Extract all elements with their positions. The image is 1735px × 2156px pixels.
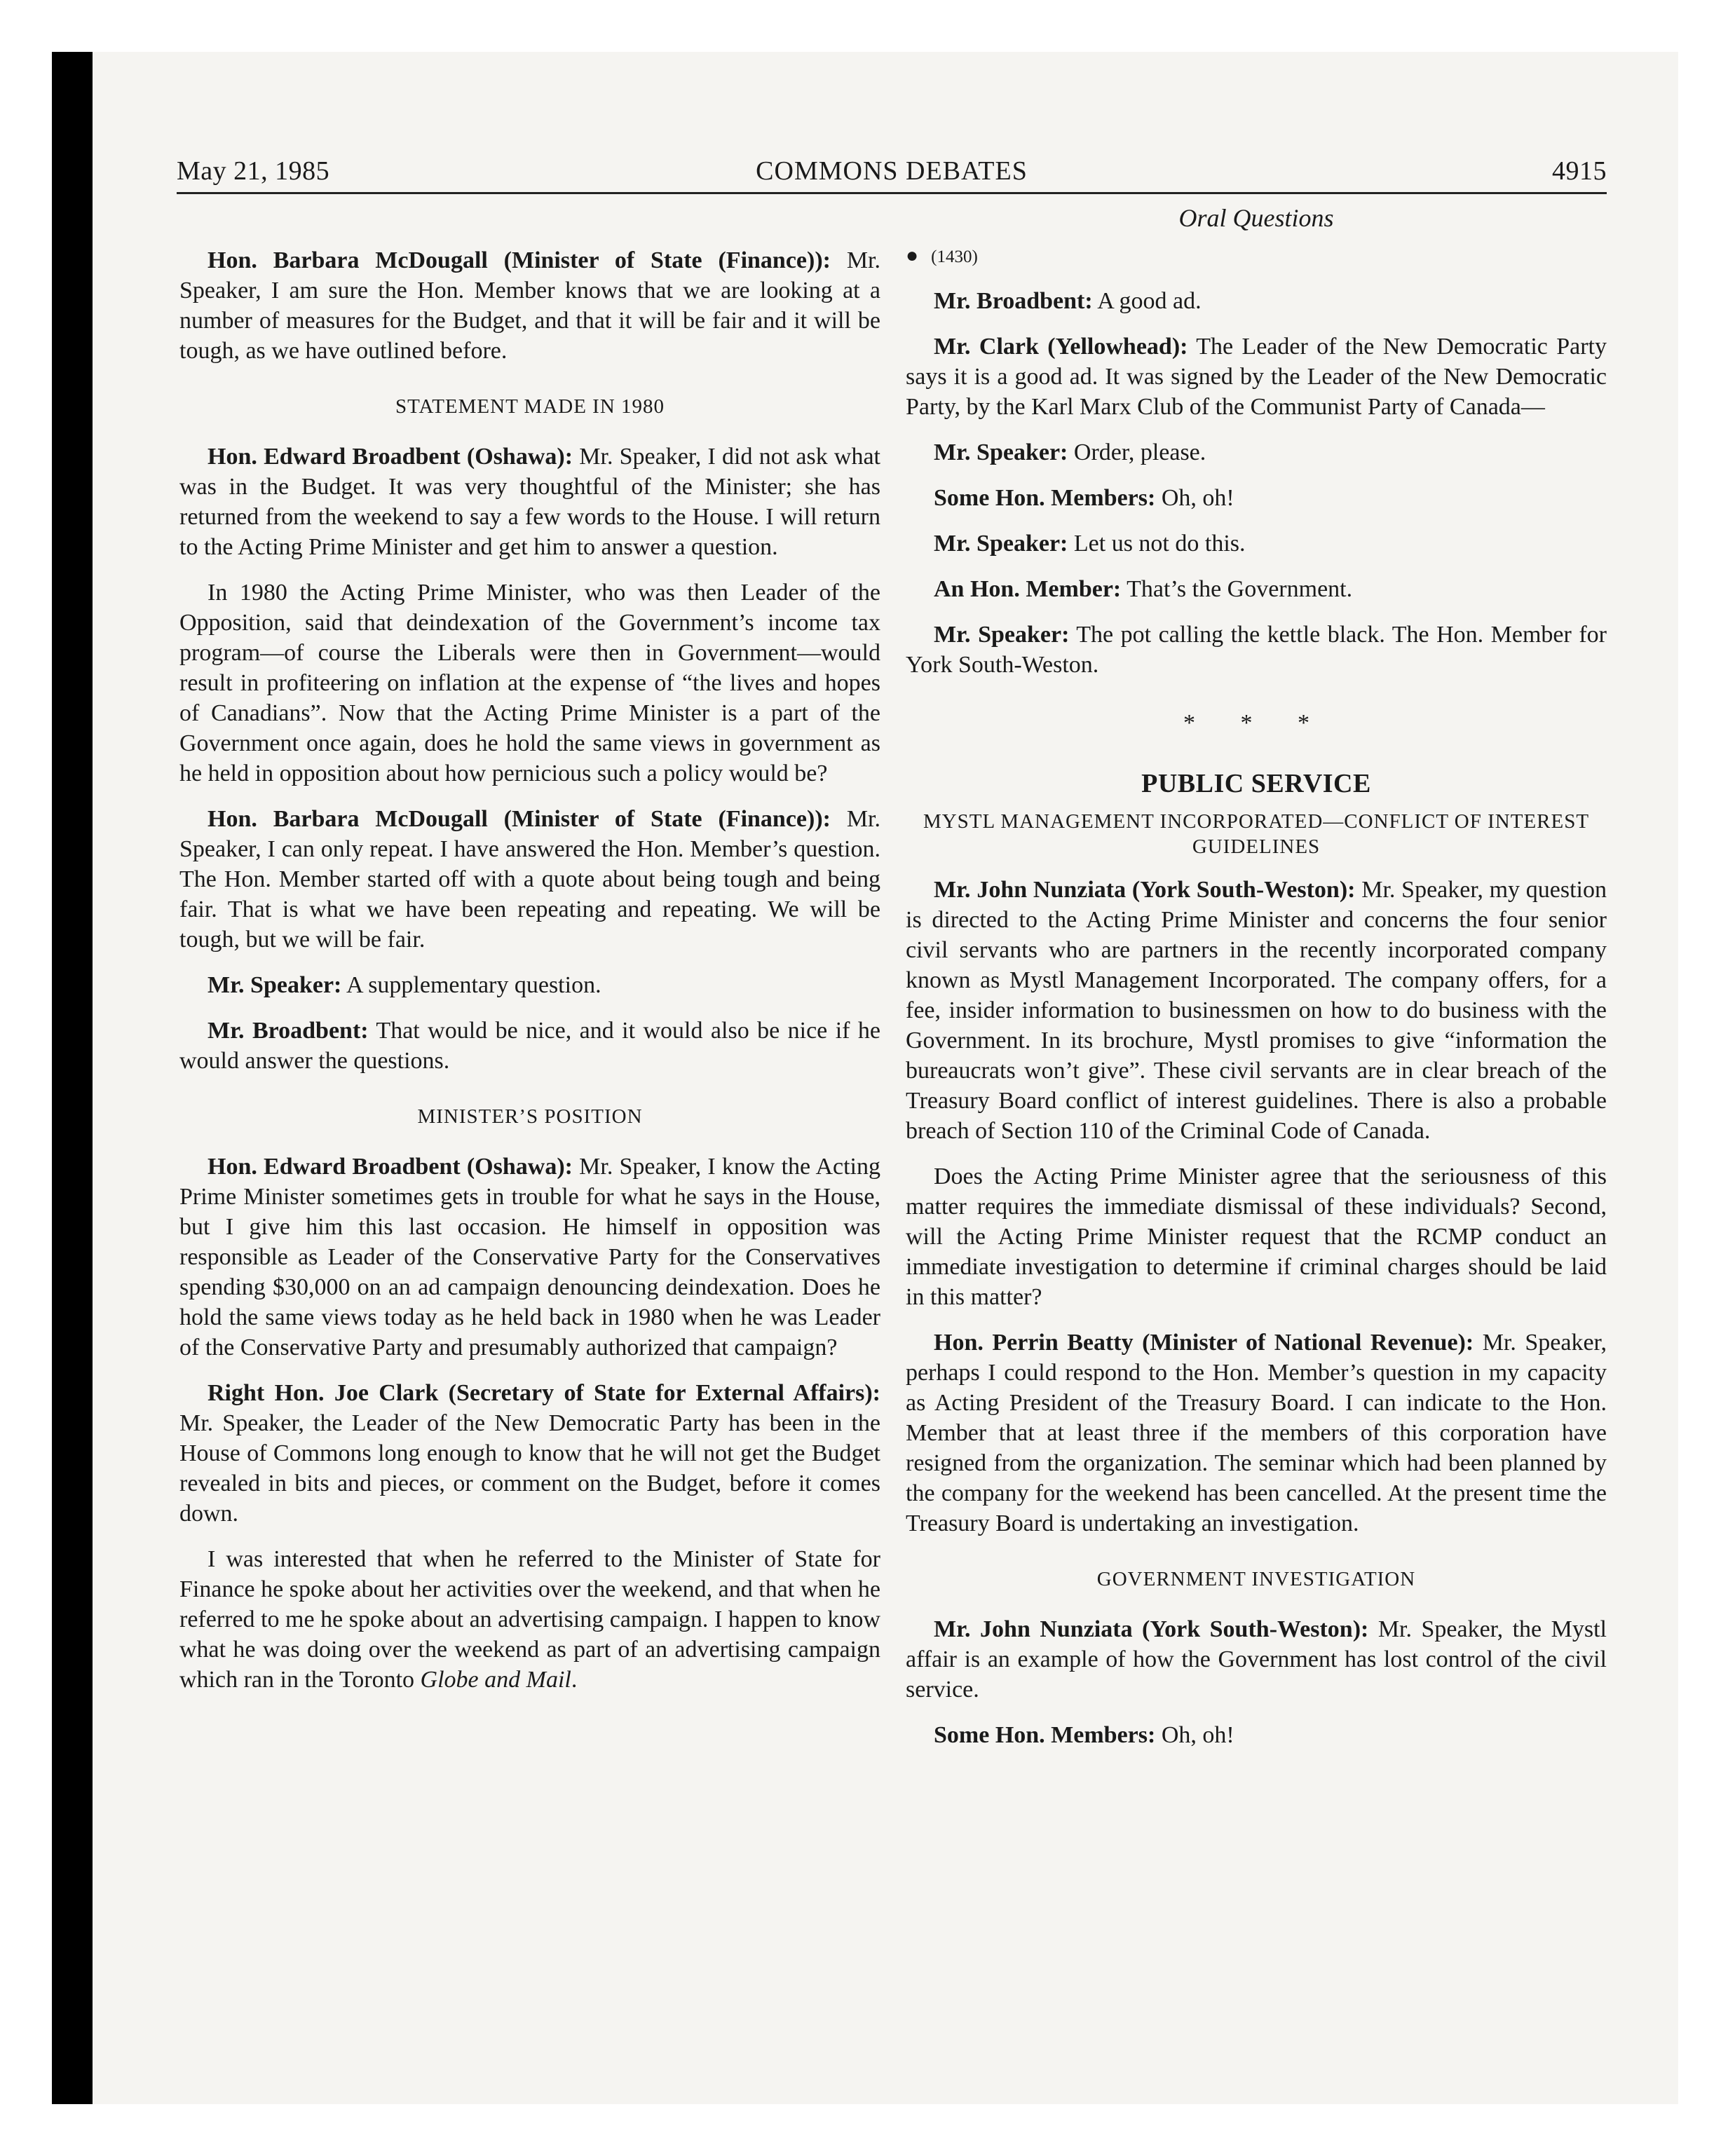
paragraph — [906, 1328, 1607, 1538]
speech-text: Mr. Speaker, the Mystl affair is an example of how the Government has lost control of the civil service. — [906, 1616, 1607, 1703]
paragraph — [179, 245, 880, 366]
subheading: STATEMENT MADE IN 1980 — [395, 395, 665, 418]
speech-text: Mr. Speaker, I can only repeat. I have answered the Hon. Member’s question. The Hon. Member started off with a quote about being tough and being fair. That is what we have been repeating and repeating. We will be tough, but we will be fair. — [179, 806, 880, 953]
speech-text: That’s the Government. — [1121, 576, 1353, 602]
speech-text: That would be nice, and it would also be nice if he would answer the questions. — [179, 1018, 880, 1074]
header-date: May 21, 1985 — [177, 156, 330, 186]
left-column — [179, 203, 880, 1710]
speaker: Mr. John Nunziata (York South-Weston): — [934, 877, 1356, 903]
speaker: Hon. Edward Broadbent (Oshawa): — [207, 1154, 573, 1180]
header-title: COMMONS DEBATES — [756, 156, 1028, 186]
speaker: Hon. Perrin Beatty (Minister of National Revenue): — [934, 1330, 1474, 1356]
paragraph — [179, 442, 880, 562]
page-number: 4915 — [1552, 156, 1607, 186]
speaker: Mr. Speaker: — [934, 531, 1068, 557]
paragraph — [906, 332, 1607, 422]
speaker: Hon. Edward Broadbent (Oshawa): — [207, 444, 573, 470]
paragraph — [906, 286, 1607, 316]
speaker: Mr. Broadbent: — [207, 1018, 369, 1044]
subheading: GOVERNMENT INVESTIGATION — [1096, 1568, 1416, 1590]
paragraph — [906, 1720, 1607, 1750]
speaker: Some Hon. Members: — [934, 1722, 1156, 1748]
speaker: Mr. Clark (Yellowhead): — [934, 334, 1188, 360]
speech-text: Mr. Speaker, the Leader of the New Democratic Party has been in the House of Commons long enough to know that he will not get the Budget revealed in bits and pieces, or comment on the Budget, before it comes down. — [179, 1410, 880, 1527]
bullet-icon: ● — [906, 244, 919, 267]
speech-text: Mr. Speaker, perhaps I could respond to the Hon. Member’s question in my capacity as Acting President of the Treasury Board. I can indicate to the Hon. Member that at least three if the members of this corporation have resigned from the organization. The seminar which had been planned by the company for the weekend has been cancelled. At the present time the Treasury Board is undertaking an investigation. — [906, 1330, 1607, 1536]
speaker: Mr. Speaker: — [934, 439, 1068, 465]
newspaper-name: Globe and Mail — [420, 1667, 571, 1693]
paragraph: In 1980 the Acting Prime Minister, who was then Leader of the Opposition, said that deindexation of the Government’s income tax program—of course the Liberals were then in Government—would result in profiteering on inflation at the expense of “the lives and hopes of Canadians”. Now that the Acting Prime Minister is a part of the Government once again, does he hold the same views in government as he held in opposition about how pernicious such a policy would be? — [179, 580, 880, 786]
speaker: An Hon. Member: — [934, 576, 1122, 602]
paragraph — [179, 804, 880, 955]
speaker: Hon. Barbara McDougall (Minister of State (Finance)): — [207, 247, 831, 273]
paragraph — [179, 1016, 880, 1076]
speech-text: Mr. Speaker, I am sure the Hon. Member knows that we are looking at a number of measures for the Budget, and that it will be fair and it will be tough, as we have outlined before. — [179, 247, 880, 364]
speaker: Hon. Barbara McDougall (Minister of State (Finance)): — [207, 806, 831, 832]
paragraph — [906, 620, 1607, 680]
speech-text: Mr. Speaker, I know the Acting Prime Minister sometimes gets in trouble for what he says in the House, but I give him this last occasion. He himself in opposition was responsible as Leader of the Conservative Party for the Conservatives spending $30,000 on an ad campaign denouncing deindexation. Does he hold the same views today as he held back in 1980 when he was Leader of the Conservative Party and presumably authorized that campaign? — [179, 1154, 880, 1360]
speech-text: Mr. Speaker, my question is directed to the Acting Prime Minister and concerns the four senior civil servants who are partners in the recently incorporated company known as Mystl Management Incorporated. The company offers, for a fee, insider information to businessmen on how to do business with the Government. In its brochure, Mystl promises to give “information the bureaucrats won’t give”. These civil servants are in clear breach of the Treasury Board conflict of interest guidelines. There is also a probable breach of Section 110 of the Criminal Code of Canada. — [906, 877, 1607, 1144]
speech-text: Let us not do this. — [1068, 531, 1246, 557]
section-heading: PUBLIC SERVICE — [1141, 769, 1371, 798]
paragraph: Does the Acting Prime Minister agree that the seriousness of this matter requires the immediate dismissal of these individuals? Second, will the Acting Prime Minister request that the RCMP conduct an immediate investigation to determine if criminal charges should be laid in this matter? — [906, 1164, 1607, 1310]
paragraph — [179, 1152, 880, 1363]
paragraph — [906, 1614, 1607, 1705]
paragraph — [906, 528, 1607, 559]
speaker: Mr. Broadbent: — [934, 288, 1093, 314]
paragraph — [906, 437, 1607, 468]
time-marker — [906, 240, 1607, 272]
section-label: Oral Questions — [1178, 204, 1334, 232]
speech-text: A supplementary question. — [341, 972, 601, 998]
speech-text: A good ad. — [1092, 288, 1202, 314]
speech-text: Order, please. — [1068, 439, 1206, 465]
speech-text: The Leader of the New Democratic Party says it is a good ad. It was signed by the Leader of the New Democratic Party, by the Karl Marx Club of the Communist Party of Canada— — [906, 334, 1607, 420]
paragraph — [179, 970, 880, 1000]
speech-text: The pot calling the kettle black. The Hon. Member for York South-Weston. — [906, 622, 1607, 678]
speaker: Mr. Speaker: — [207, 972, 342, 998]
subheading: MINISTER’S POSITION — [417, 1105, 643, 1128]
punctuation: . — [571, 1667, 578, 1693]
paragraph — [179, 1544, 880, 1695]
timestamp: (1430) — [931, 247, 978, 266]
paragraph — [906, 875, 1607, 1146]
subheading: MYSTL MANAGEMENT INCORPORATED—CONFLICT OF INTEREST GUIDELINES — [923, 810, 1590, 858]
right-column — [906, 203, 1607, 1766]
speech-text: Oh, oh! — [1155, 485, 1234, 511]
paragraph — [906, 574, 1607, 604]
speaker: Some Hon. Members: — [934, 485, 1156, 511]
running-header — [177, 156, 1607, 194]
speech-text: Oh, oh! — [1155, 1722, 1234, 1748]
paragraph — [906, 483, 1607, 513]
scan-edge-bar — [52, 52, 93, 2104]
speech-text: Mr. Speaker, I did not ask what was in the Budget. It was very thoughtful of the Minister; she has returned from the weekend to say a few words to the House. I will return to the Acting Prime Minister and get him to answer a question. — [179, 444, 880, 560]
paragraph — [179, 1378, 880, 1529]
speech-text: I was interested that when he referred to the Minister of State for Finance he spoke about her activities over the weekend, and that when he referred to me he spoke about an advertising campaign. I happen to know what he was doing over the weekend as part of an advertising campaign which ran in the Toronto — [179, 1546, 880, 1693]
speaker: Mr. Speaker: — [934, 622, 1070, 648]
section-separator: * * * — [1183, 710, 1329, 736]
speaker: Right Hon. Joe Clark (Secretary of State for External Affairs): — [207, 1380, 880, 1406]
speaker: Mr. John Nunziata (York South-Weston): — [934, 1616, 1369, 1642]
